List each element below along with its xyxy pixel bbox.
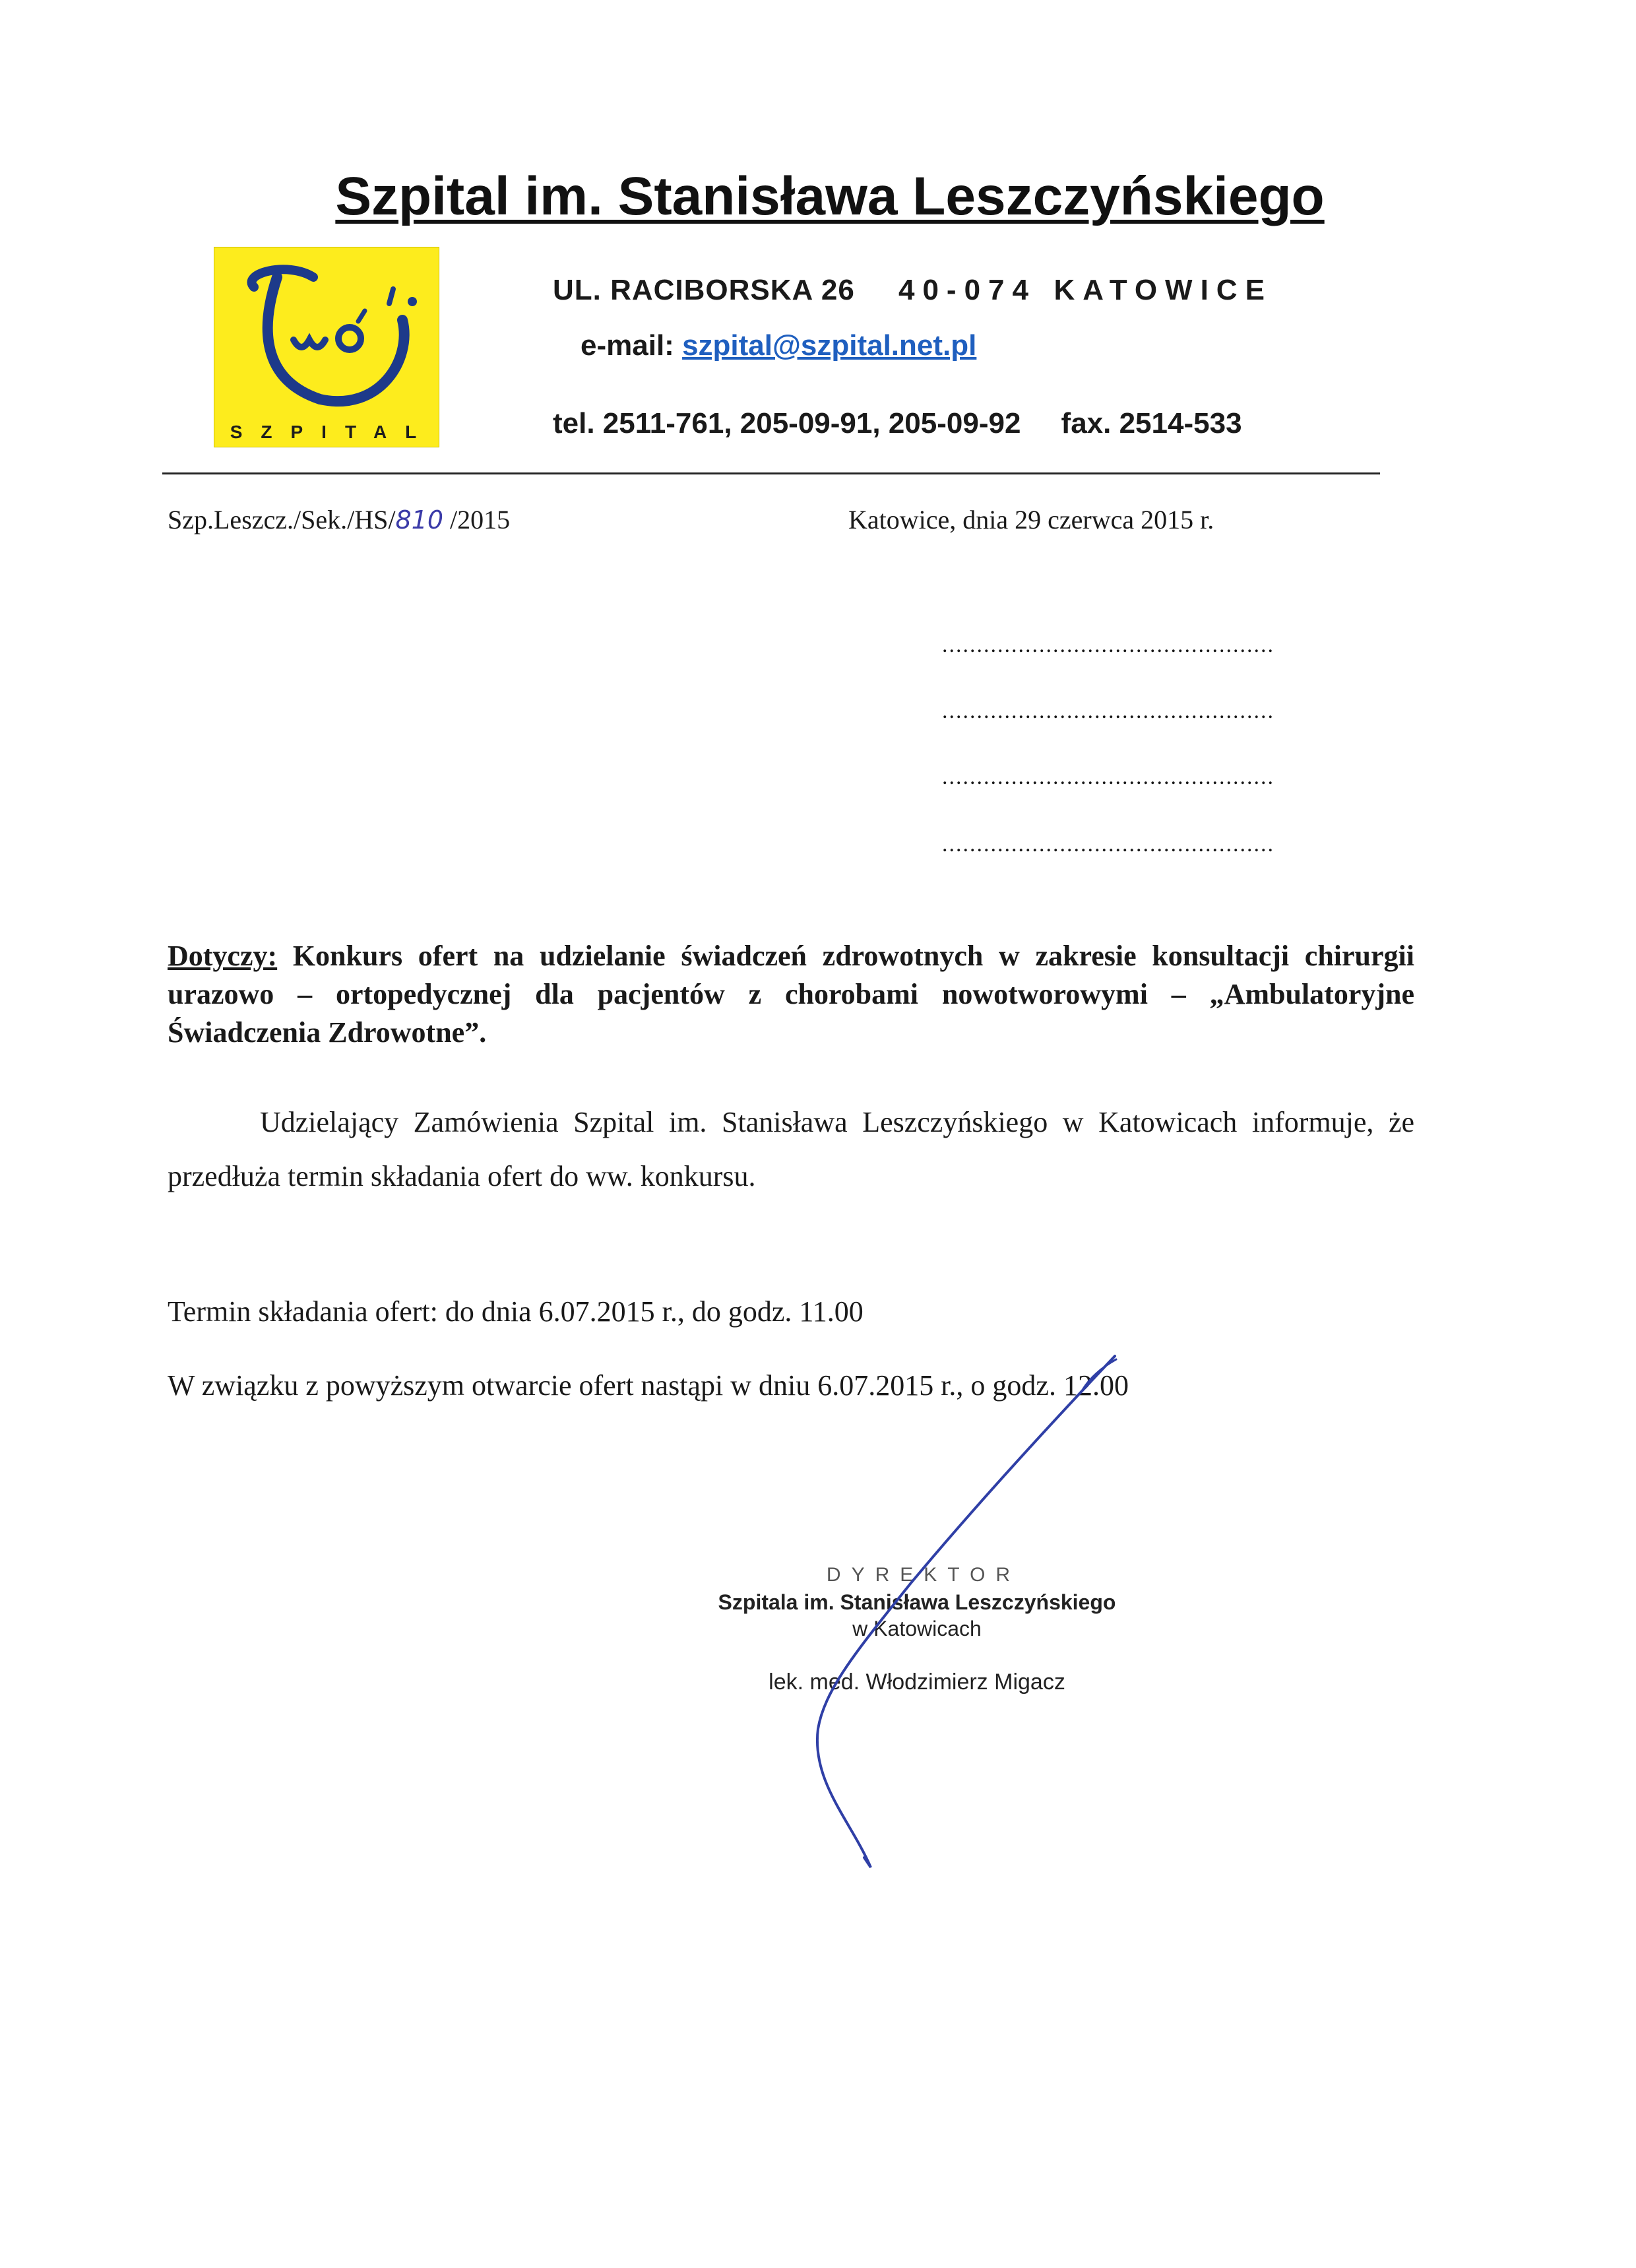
street: UL. RACIBORSKA 26	[553, 274, 855, 306]
recipient-line: ................................................	[942, 633, 1274, 657]
deadline-line: Termin składania ofert: do dnia 6.07.2015 r., do godz. 11.00	[168, 1295, 864, 1328]
logo-wordmark: SZPITAL	[230, 422, 435, 442]
hospital-name-heading: Szpital im. Stanisława Leszczyńskiego	[335, 166, 1325, 226]
stamp-line-2: w Katowicach	[852, 1617, 982, 1640]
address-line	[553, 271, 1273, 310]
reference-prefix: Szp.Leszcz./Sek./HS/	[168, 505, 396, 535]
subject-text: Konkurs ofert na udzielanie świadczeń zdrowotnych w zakresie konsultacji chirurgii urazowo – ortopedycznej dla pacjentów z chorobami nowotworowymi – „Ambulatoryjne Świadczenia Zdrowotne”.	[168, 940, 1414, 1049]
smile-logo-icon	[214, 247, 440, 426]
stamp-title: DYREKTOR	[826, 1564, 1021, 1586]
header-divider	[162, 472, 1380, 474]
city: KATOWICE	[1054, 274, 1273, 306]
postal-code: 40-074	[898, 274, 1036, 306]
subject-block	[168, 937, 1414, 1052]
recipient-line: ................................................	[942, 832, 1274, 857]
phone-numbers: tel. 2511-761, 205-09-91, 205-09-92	[553, 407, 1021, 439]
handwritten-number: 810	[395, 505, 444, 535]
fax-number: fax. 2514-533	[1061, 407, 1242, 439]
reference-number	[168, 502, 510, 538]
stamp-line-1: Szpitala im. Stanisława Leszczyńskiego	[718, 1590, 1116, 1614]
hospital-logo	[214, 247, 439, 447]
subject-label: Dotyczy:	[168, 940, 278, 972]
email-label: e-mail:	[581, 329, 674, 362]
recipient-line: ................................................	[942, 765, 1274, 789]
stamp-name: lek. med. Włodzimierz Migacz	[769, 1669, 1065, 1695]
phone-fax-row	[553, 404, 1242, 443]
recipient-line: ................................................	[942, 699, 1274, 723]
email-link[interactable]: szpital@szpital.net.pl	[682, 329, 977, 362]
email-row	[581, 326, 976, 366]
place-and-date: Katowice, dnia 29 czerwca 2015 r.	[848, 505, 1214, 535]
reference-suffix: /2015	[443, 505, 511, 535]
opening-line: W związku z powyższym otwarcie ofert nastąpi w dniu 6.07.2015 r., o godz. 12.00	[168, 1369, 1129, 1402]
body-paragraph: Udzielający Zamówienia Szpital im. Stanisława Leszczyńskiego w Katowicach informuje, że przedłuża termin składania ofert do ww. konkursu.	[168, 1106, 1414, 1192]
